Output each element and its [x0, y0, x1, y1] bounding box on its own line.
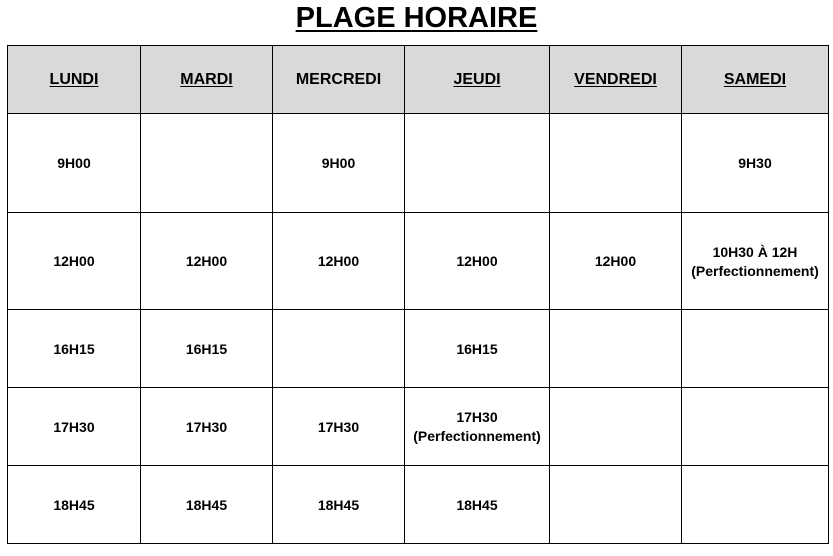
cell-time: 18H45: [317, 496, 360, 513]
table-cell: [141, 213, 273, 310]
table-cell: [273, 213, 405, 310]
page-title: PLAGE HORAIRE: [295, 2, 538, 34]
table-cell: [550, 310, 682, 388]
table-cell: [682, 388, 829, 466]
table-cell: [141, 388, 273, 466]
table-row: [8, 114, 829, 213]
table-row: [8, 213, 829, 310]
cell-note: (Perfectionnement): [413, 428, 541, 444]
table-cell: [550, 114, 682, 213]
cell-time: 18H45: [185, 496, 228, 513]
schedule-table: [7, 45, 829, 544]
cell-time: 9H30: [738, 155, 772, 171]
table-cell: [273, 466, 405, 544]
cell-time: 18H45: [456, 496, 498, 513]
header-vendredi: VENDREDI: [550, 46, 682, 114]
table-cell: [550, 213, 682, 310]
cell-time: 12H00: [185, 253, 228, 269]
table-cell: [8, 388, 141, 466]
table-cell: [550, 388, 682, 466]
cell-time: 12H00: [53, 253, 95, 269]
table-cell: [141, 310, 273, 388]
table-row: [8, 388, 829, 466]
cell-time: 10H30 À 12H: [712, 243, 798, 260]
table-cell: [141, 114, 273, 213]
cell-time: 9H00: [321, 155, 356, 171]
table-cell: [405, 388, 550, 466]
cell-time: 18H45: [53, 496, 95, 513]
header-row: [8, 46, 829, 114]
header-lundi: LUNDI: [8, 46, 141, 114]
table-cell: [273, 114, 405, 213]
cell-time: 12H00: [317, 253, 360, 269]
table-cell: [682, 114, 829, 213]
table-cell: [405, 114, 550, 213]
header-mardi: MARDI: [141, 46, 273, 114]
header-jeudi: JEUDI: [405, 46, 550, 114]
table-cell: [8, 213, 141, 310]
table-cell: [405, 213, 550, 310]
header-samedi: SAMEDI: [682, 46, 829, 114]
cell-note: (Perfectionnement): [691, 262, 819, 279]
table-cell: [405, 310, 550, 388]
cell-time: 12H00: [456, 253, 498, 269]
cell-time: 17H30: [317, 418, 360, 435]
cell-time: 16H15: [456, 340, 498, 357]
table-row: [8, 310, 829, 388]
table-cell: [405, 466, 550, 544]
table-cell: [682, 213, 829, 310]
table-cell: [273, 388, 405, 466]
cell-time: 16H15: [53, 340, 95, 357]
cell-time: 17H30: [456, 409, 498, 425]
table-cell: [8, 310, 141, 388]
cell-time: 9H00: [57, 155, 91, 171]
cell-time: 17H30: [185, 418, 228, 435]
cell-time: 16H15: [185, 340, 228, 357]
table-cell: [273, 310, 405, 388]
table-cell: [682, 466, 829, 544]
header-mercredi: MERCREDI: [273, 46, 405, 114]
table-row: [8, 466, 829, 544]
table-cell: [682, 310, 829, 388]
cell-time: 17H30: [53, 418, 95, 435]
table-cell: [8, 466, 141, 544]
table-cell: [8, 114, 141, 213]
cell-time: 12H00: [594, 253, 637, 269]
table-cell: [141, 466, 273, 544]
table-cell: [550, 466, 682, 544]
